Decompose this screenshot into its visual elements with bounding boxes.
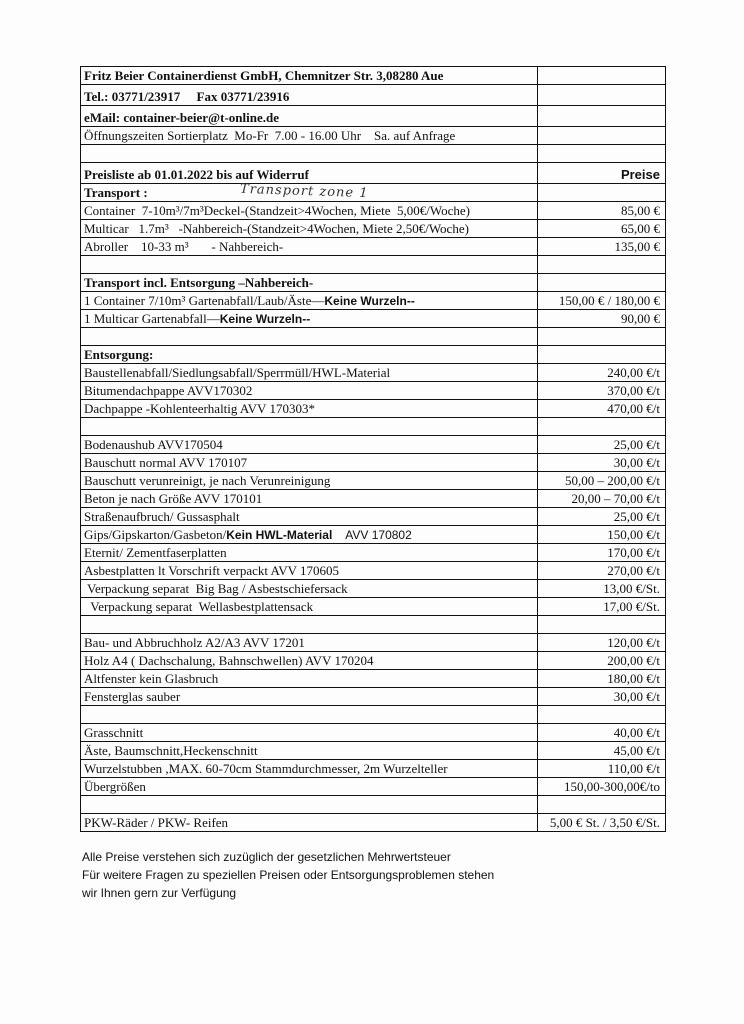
item-price: 150,00 €/t bbox=[538, 526, 666, 544]
item-label bbox=[81, 526, 538, 544]
item-label: Bitumendachpappe AVV170302 bbox=[81, 382, 538, 400]
item-price: 90,00 € bbox=[538, 310, 666, 328]
table-row bbox=[81, 778, 666, 796]
item-label: Wurzelstubben ,MAX. 60-70cm Stammdurchmesser, 2m Wurzelteller bbox=[81, 760, 538, 778]
spacer-row bbox=[81, 145, 538, 163]
item-label: Bauschutt verunreinigt, je nach Verunreinigung bbox=[81, 472, 538, 490]
item-label: Verpackung separat Big Bag / Asbestschiefersack bbox=[81, 580, 538, 598]
item-price: 150,00 € / 180,00 € bbox=[538, 292, 666, 310]
item-price: 50,00 – 200,00 €/t bbox=[538, 472, 666, 490]
empty-cell bbox=[538, 328, 666, 346]
empty-cell bbox=[538, 796, 666, 814]
item-price: 25,00 €/t bbox=[538, 508, 666, 526]
spacer-row bbox=[81, 418, 538, 436]
table-row bbox=[81, 526, 666, 544]
table-row bbox=[81, 742, 666, 760]
item-label: Eternit/ Zementfaserplatten bbox=[81, 544, 538, 562]
empty-cell bbox=[538, 274, 666, 292]
item-price: 5,00 € St. / 3,50 €/St. bbox=[538, 814, 666, 832]
table-row bbox=[81, 544, 666, 562]
table-row bbox=[81, 634, 666, 652]
phone-fax-line: Tel.: 03771/23917 Fax 03771/23916 bbox=[81, 85, 538, 106]
item-label: Bodenaushub AVV170504 bbox=[81, 436, 538, 454]
table-row bbox=[81, 580, 666, 598]
spacer-row bbox=[81, 328, 538, 346]
opening-hours-line: Öffnungszeiten Sortierplatz Mo-Fr 7.00 - 16.00 Uhr Sa. auf Anfrage bbox=[81, 127, 538, 145]
item-label: Straßenaufbruch/ Gussasphalt bbox=[81, 508, 538, 526]
empty-cell bbox=[538, 127, 666, 145]
item-price: 65,00 € bbox=[538, 220, 666, 238]
empty-cell bbox=[538, 184, 666, 202]
item-label-text: 1 Multicar Gartenabfall— bbox=[84, 311, 220, 326]
item-label: Übergrößen bbox=[81, 778, 538, 796]
item-label: Container 7-10m³/7m³Deckel-(Standzeit>4Wochen, Miete 5,00€/Woche) bbox=[81, 202, 538, 220]
table-row bbox=[81, 688, 666, 706]
item-label: Abroller 10-33 m³ - Nahbereich- bbox=[81, 238, 538, 256]
item-price: 17,00 €/St. bbox=[538, 598, 666, 616]
item-label: Asbestplatten lt Vorschrift verpackt AVV 170605 bbox=[81, 562, 538, 580]
item-label: Bauschutt normal AVV 170107 bbox=[81, 454, 538, 472]
item-label: Bau- und Abbruchholz A2/A3 AVV 17201 bbox=[81, 634, 538, 652]
footer-line: wir Ihnen gern zur Verfügung bbox=[82, 886, 237, 900]
table-row bbox=[81, 490, 666, 508]
item-price: 25,00 €/t bbox=[538, 436, 666, 454]
transport-disposal-heading: Transport incl. Entsorgung –Nahbereich- bbox=[81, 274, 538, 292]
table-row bbox=[81, 220, 666, 238]
item-price: 150,00-300,00€/to bbox=[538, 778, 666, 796]
table-row bbox=[81, 760, 666, 778]
item-label-text: Gips/Gipskarton/Gasbeton/ bbox=[84, 527, 227, 542]
item-price: 470,00 €/t bbox=[538, 400, 666, 418]
item-price: 240,00 €/t bbox=[538, 364, 666, 382]
item-price: 13,00 €/St. bbox=[538, 580, 666, 598]
no-hwl-note: Kein HWL-Material bbox=[226, 528, 333, 542]
table-row bbox=[81, 508, 666, 526]
avv-code: AVV 170802 bbox=[345, 528, 412, 542]
price-table bbox=[80, 66, 666, 832]
item-price: 30,00 €/t bbox=[538, 454, 666, 472]
item-price: 45,00 €/t bbox=[538, 742, 666, 760]
item-price: 20,00 – 70,00 €/t bbox=[538, 490, 666, 508]
spacer-row bbox=[81, 796, 538, 814]
item-price: 110,00 €/t bbox=[538, 760, 666, 778]
item-label bbox=[81, 310, 538, 328]
item-price: 135,00 € bbox=[538, 238, 666, 256]
footer-notes bbox=[82, 848, 494, 902]
no-roots-note: Keine Wurzeln-- bbox=[219, 312, 311, 326]
footer-line: Für weitere Fragen zu speziellen Preisen oder Entsorgungsproblemen stehen bbox=[82, 868, 495, 882]
item-label bbox=[81, 292, 538, 310]
empty-cell bbox=[538, 346, 666, 364]
email-line: eMail: container-beier@t-online.de bbox=[81, 106, 538, 127]
empty-cell bbox=[538, 616, 666, 634]
table-row bbox=[81, 400, 666, 418]
item-price: 170,00 €/t bbox=[538, 544, 666, 562]
spacer-row bbox=[81, 706, 538, 724]
empty-cell bbox=[538, 85, 666, 106]
empty-cell bbox=[538, 256, 666, 274]
item-price: 200,00 €/t bbox=[538, 652, 666, 670]
empty-cell bbox=[538, 67, 666, 85]
no-roots-note: Keine Wurzeln-- bbox=[324, 294, 415, 308]
item-label: Verpackung separat Wellasbestplattensack bbox=[81, 598, 538, 616]
pricelist-title: Preisliste ab 01.01.2022 bis auf Widerruf bbox=[81, 163, 538, 184]
empty-cell bbox=[538, 706, 666, 724]
table-row bbox=[81, 238, 666, 256]
item-label: Baustellenabfall/Siedlungsabfall/Sperrmüll/HWL-Material bbox=[81, 364, 538, 382]
item-label: Fensterglas sauber bbox=[81, 688, 538, 706]
item-price: 180,00 €/t bbox=[538, 670, 666, 688]
item-label: Äste, Baumschnitt,Heckenschnitt bbox=[81, 742, 538, 760]
item-label: Dachpappe -Kohlenteerhaltig AVV 170303* bbox=[81, 400, 538, 418]
item-price: 120,00 €/t bbox=[538, 634, 666, 652]
table-row bbox=[81, 814, 666, 832]
empty-cell bbox=[538, 145, 666, 163]
table-row bbox=[81, 436, 666, 454]
table-row bbox=[81, 670, 666, 688]
item-label: Altfenster kein Glasbruch bbox=[81, 670, 538, 688]
table-row bbox=[81, 382, 666, 400]
item-price: 40,00 €/t bbox=[538, 724, 666, 742]
item-price: 85,00 € bbox=[538, 202, 666, 220]
table-row bbox=[81, 292, 666, 310]
spacer-row bbox=[81, 616, 538, 634]
table-row bbox=[81, 724, 666, 742]
item-label-text: 1 Container 7/10m³ Gartenabfall/Laub/Äste— bbox=[84, 293, 325, 308]
spacer-row bbox=[81, 256, 538, 274]
company-line: Fritz Beier Containerdienst GmbH, Chemnitzer Str. 3,08280 Aue bbox=[81, 67, 538, 85]
item-label: Grasschnitt bbox=[81, 724, 538, 742]
table-row bbox=[81, 652, 666, 670]
empty-cell bbox=[538, 106, 666, 127]
handwritten-note: Transport zone 1 bbox=[239, 181, 369, 202]
table-row bbox=[81, 598, 666, 616]
transport-heading: Transport : bbox=[81, 184, 538, 202]
disposal-heading: Entsorgung: bbox=[81, 346, 538, 364]
footer-line: Alle Preise verstehen sich zuzüglich der gesetzlichen Mehrwertsteuer bbox=[82, 850, 451, 864]
table-row bbox=[81, 472, 666, 490]
price-column-header: Preise bbox=[538, 163, 666, 184]
item-label: Multicar 1.7m³ -Nahbereich-(Standzeit>4Wochen, Miete 2,50€/Woche) bbox=[81, 220, 538, 238]
table-row bbox=[81, 310, 666, 328]
empty-cell bbox=[538, 418, 666, 436]
item-price: 30,00 €/t bbox=[538, 688, 666, 706]
item-label: Holz A4 ( Dachschalung, Bahnschwellen) AVV 170204 bbox=[81, 652, 538, 670]
table-row bbox=[81, 562, 666, 580]
table-row bbox=[81, 202, 666, 220]
item-label: PKW-Räder / PKW- Reifen bbox=[81, 814, 538, 832]
table-row bbox=[81, 364, 666, 382]
table-row bbox=[81, 454, 666, 472]
item-price: 270,00 €/t bbox=[538, 562, 666, 580]
item-label: Beton je nach Größe AVV 170101 bbox=[81, 490, 538, 508]
item-price: 370,00 €/t bbox=[538, 382, 666, 400]
